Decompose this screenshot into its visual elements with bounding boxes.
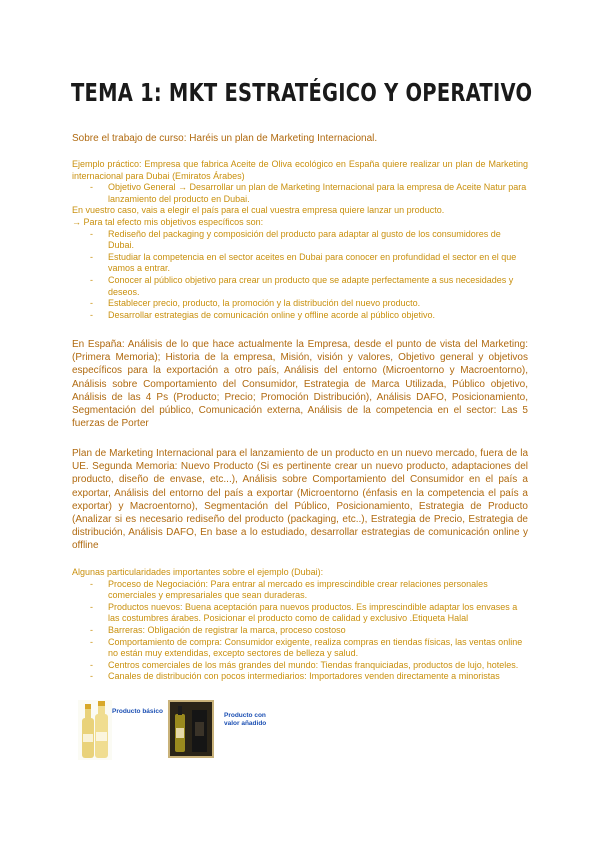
list-item: - Rediseño del packaging y composición del producto para adaptar al gusto de los consumidores de Dubai. xyxy=(72,229,528,252)
example-heading: Ejemplo práctico: Empresa que fabrica Aceite de Oliva ecológico en España quiere realizar un plan de Marketing internacional para Dubai (Emiratos Árabes) xyxy=(72,159,528,181)
case-note: En vuestro caso, vais a elegir el país para el cual vuestra empresa quiere lanzar un producto. xyxy=(72,205,445,216)
list-item: - Canales de distribución con pocos intermediarios: Importadores venden directamente a minoristas xyxy=(72,671,528,683)
list-item: - Desarrollar estrategias de comunicación online y offline acorde al público objetivo. xyxy=(72,310,528,322)
list-item: - Establecer precio, producto, la promoción y la distribución del nuevo producto. xyxy=(72,298,528,310)
specific-objectives-heading: → Para tal efecto mis objetivos específicos son: xyxy=(72,216,264,227)
spain-paragraph: En España: Análisis de lo que hace actualmente la Empresa, desde el punto de vista del Marketing: (Primera Memoria); Historia de la empresa, Misión, visión y valores, Objetivo general y objetivos específicos para la exportación a otro país, Análisis del entorno (Microentorno y Macroentorno), Análisis sobre Comportamiento del Consumidor, Estrategia de Marca Utilizada, Público objetivo, Análisis de las 4 Ps (Producto; Precio; Promoción Distribución), Análisis DAFO, Posicionamiento, Segmentación del público, Comunicación externa, Análisis de la competencia en el sector: Las 5 fuerzas de Porter xyxy=(72,339,528,430)
plan-paragraph: Plan de Marketing Internacional para el lanzamiento de un producto en un nuevo mercado, fuera de la UE. Segunda Memoria: Nuevo Producto (Si es pertinente crear un nuevo producto, adaptaciones del producto, diseño de envase, etc...), Análisis sobre Comportamiento del Consumidor en el país a exportar, Análisis del entorno del país a exportar (Microentorno (énfasis en la competencia el país a exportar) y Macroentorno), Segmentación del Público, Posicionamiento, Estrategia de Producto (Analizar si es necesario rediseño del producto (packaging, etc..), Estrategia de Precio, Estrategia de distribución, Análisis DAFO, En base a lo estudiado, desarrollar estrategias de comunicación online y offline xyxy=(72,448,528,552)
example-section xyxy=(72,159,528,321)
list-item: - Barreras: Obligación de registrar la marca, proceso costoso xyxy=(72,625,528,637)
list-item: - Estudiar la competencia en el sector aceites en Dubai para conocer en profundidad el sector en el que vamos a entrar. xyxy=(72,252,528,275)
list-item: - Proceso de Negociación: Para entrar al mercado es imprescindible crear relaciones personales comerciales y empresariales que sean duraderas. xyxy=(72,579,528,602)
list-item: - Comportamiento de compra: Consumidor exigente, realiza compras en tiendas físicas, las ventas online no están muy extendidas, excepto sectores de belleza y salud. xyxy=(72,637,528,660)
list-item: - Productos nuevos: Buena aceptación para nuevos productos. Es imprescindible adaptar los envases a las costumbres árabes. Posicionar el producto como de calidad y exclusivo .Etiqueta Halal xyxy=(72,602,528,625)
basic-bottles-image xyxy=(78,700,112,760)
particularities-list xyxy=(72,579,528,683)
premium-product-label: Producto con valor añadido xyxy=(224,712,267,727)
list-item: - Conocer al público objetivo para crear un producto que se adapte perfectamente a sus necesidades y deseos. xyxy=(72,275,528,298)
basic-product-label: Producto básico xyxy=(112,708,163,715)
general-objective: - Objetivo General → Desarrollar un plan de Marketing Internacional para la empresa de Aceite Natur para lanzamiento del producto en Dubai. xyxy=(72,182,528,205)
product-images xyxy=(78,700,298,760)
premium-bottles-image xyxy=(168,700,214,758)
page-title: TEMA 1: MKT ESTRATÉGICO Y OPERATIVO xyxy=(71,78,533,107)
general-objective-list xyxy=(72,182,528,205)
list-item: - Centros comerciales de los más grandes del mundo: Tiendas franquiciadas, productos de lujo, hoteles. xyxy=(72,660,528,672)
particularities-heading: Algunas particularidades importantes sobre el ejemplo (Dubai): xyxy=(72,567,324,577)
specific-objectives-list xyxy=(72,229,528,322)
particularities-section xyxy=(72,567,528,683)
course-note: Sobre el trabajo de curso: Haréis un plan de Marketing Internacional. xyxy=(72,133,378,144)
